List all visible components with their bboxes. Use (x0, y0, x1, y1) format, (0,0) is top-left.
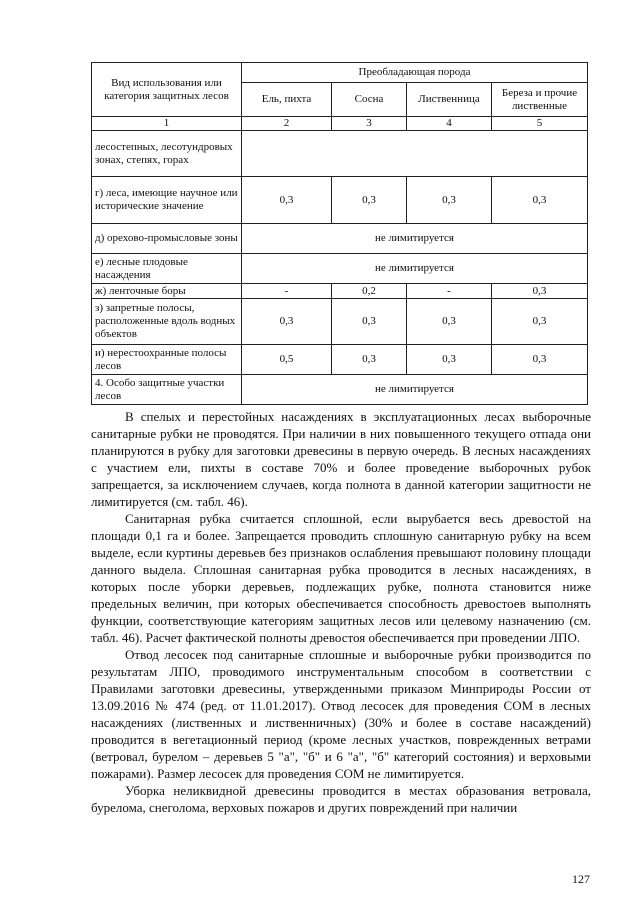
column-number: 5 (492, 117, 588, 131)
table-cell: 0,5 (242, 345, 332, 375)
table-cell: 0,3 (492, 284, 588, 299)
row-label: е) лесные плодовые насаждения (92, 254, 242, 284)
table-cell: 0,3 (407, 345, 492, 375)
table-row (92, 131, 588, 177)
header-species-spruce: Ель, пихта (242, 83, 332, 117)
table-cell: 0,2 (332, 284, 407, 299)
row-label: д) орехово-промысловые зоны (92, 224, 242, 254)
table-cell: 0,3 (242, 299, 332, 345)
table-row (92, 254, 588, 284)
table-cell: 0,3 (492, 345, 588, 375)
header-dominant-species: Преобладающая порода (242, 63, 588, 83)
row-label: з) запретные полосы, расположенные вдоль водных объектов (92, 299, 242, 345)
paragraph: Уборка неликвидной древесины проводится в местах образования ветровала, бурелома, снеголома, верховых пожаров и других повреждений при наличии (91, 783, 591, 815)
paragraph: В спелых и перестойных насаждениях в эксплуатационных лесах выборочные санитарные рубки не проводятся. При наличии в них повышенного текущего отпада они планируются в рубку для заготовки древесины в первую очередь. В лесных насаждениях с участием ели, пихты в составе 70% и более проведение выборочных рубок запрещается, за исключением случаев, когда полнота в данной категории защитности не лимитируется (см. табл. 46). (91, 409, 591, 509)
page-number: 127 (572, 872, 590, 886)
table-row (92, 375, 588, 405)
header-species-larch: Лиственница (407, 83, 492, 117)
table-row (92, 224, 588, 254)
table-cell: 0,3 (407, 299, 492, 345)
table-row (92, 284, 588, 299)
table-cell: 0,3 (492, 177, 588, 224)
table-cell: 0,3 (242, 177, 332, 224)
body-text (91, 408, 591, 816)
paragraph: Санитарная рубка считается сплошной, если вырубается весь древостой на площади 0,1 га и более. Запрещается проводить сплошную санитарную рубку на всем выделе, если куртины деревьев без признаков ослабления превышают половину площади данного выдела. Сплошная санитарная рубка проводится в лесных насаждениях, в которых после уборки деревьев, подлежащих рубке, полнота становится ниже предельных величин, при которых обеспечивается способность древостоев выполнять функции, соответствующие категориям защитных лесов или целевому назначению (см. табл. 46). Расчет фактической полноты древостоя обеспечивается при проведении ЛПО. (91, 511, 591, 645)
row-label: ж) ленточные боры (92, 284, 242, 299)
table-span-cell: не лимитируется (242, 224, 588, 254)
row-label: и) нерестоохранные полосы лесов (92, 345, 242, 375)
table-cell: 0,3 (332, 345, 407, 375)
table-cell: 0,3 (407, 177, 492, 224)
column-number: 4 (407, 117, 492, 131)
paragraph: Отвод лесосек под санитарные сплошные и выборочные рубки производится по результатам ЛПО, проводимого инструментальным способом в соответствии с Правилами заготовки древесины, утвержденными приказом Минприроды России от 13.09.2016 № 474 (ред. от 11.01.2017). Отвод лесосек для проведения СОМ в лесных насаждениях (лиственных и лиственничных) (30% и более в составе насаждений) проводится в вегетационный период (кроме лесных участков, поврежденных ветрами (ветровал, бурелом – деревьев 5 "а", "б" и 6 "а", "б" категорий состояния) и верховыми пожарами). Размер лесосек для проведения СОМ не лимитируется. (91, 647, 591, 781)
table-cell: 0,3 (492, 299, 588, 345)
header-species-pine: Сосна (332, 83, 407, 117)
table-span-cell: не лимитируется (242, 375, 588, 405)
table-cell: 0,3 (332, 177, 407, 224)
table-row (92, 177, 588, 224)
header-use-category: Вид использования или категория защитных лесов (92, 63, 242, 117)
column-number: 3 (332, 117, 407, 131)
row-label: лесостепных, лесотундровых зонах, степях, горах (92, 131, 242, 177)
header-species-birch: Береза и прочие лиственные (492, 83, 588, 117)
cutting-density-table (91, 62, 588, 405)
table-row (92, 345, 588, 375)
row-label: г) леса, имеющие научное или исторические значение (92, 177, 242, 224)
table-row (92, 299, 588, 345)
table-cell: - (407, 284, 492, 299)
column-number: 1 (92, 117, 242, 131)
column-number: 2 (242, 117, 332, 131)
table-span-cell: не лимитируется (242, 254, 588, 284)
table-cell: - (242, 284, 332, 299)
row-label: 4. Особо защитные участки лесов (92, 375, 242, 405)
row-empty-cell (242, 131, 588, 177)
table-cell: 0,3 (332, 299, 407, 345)
